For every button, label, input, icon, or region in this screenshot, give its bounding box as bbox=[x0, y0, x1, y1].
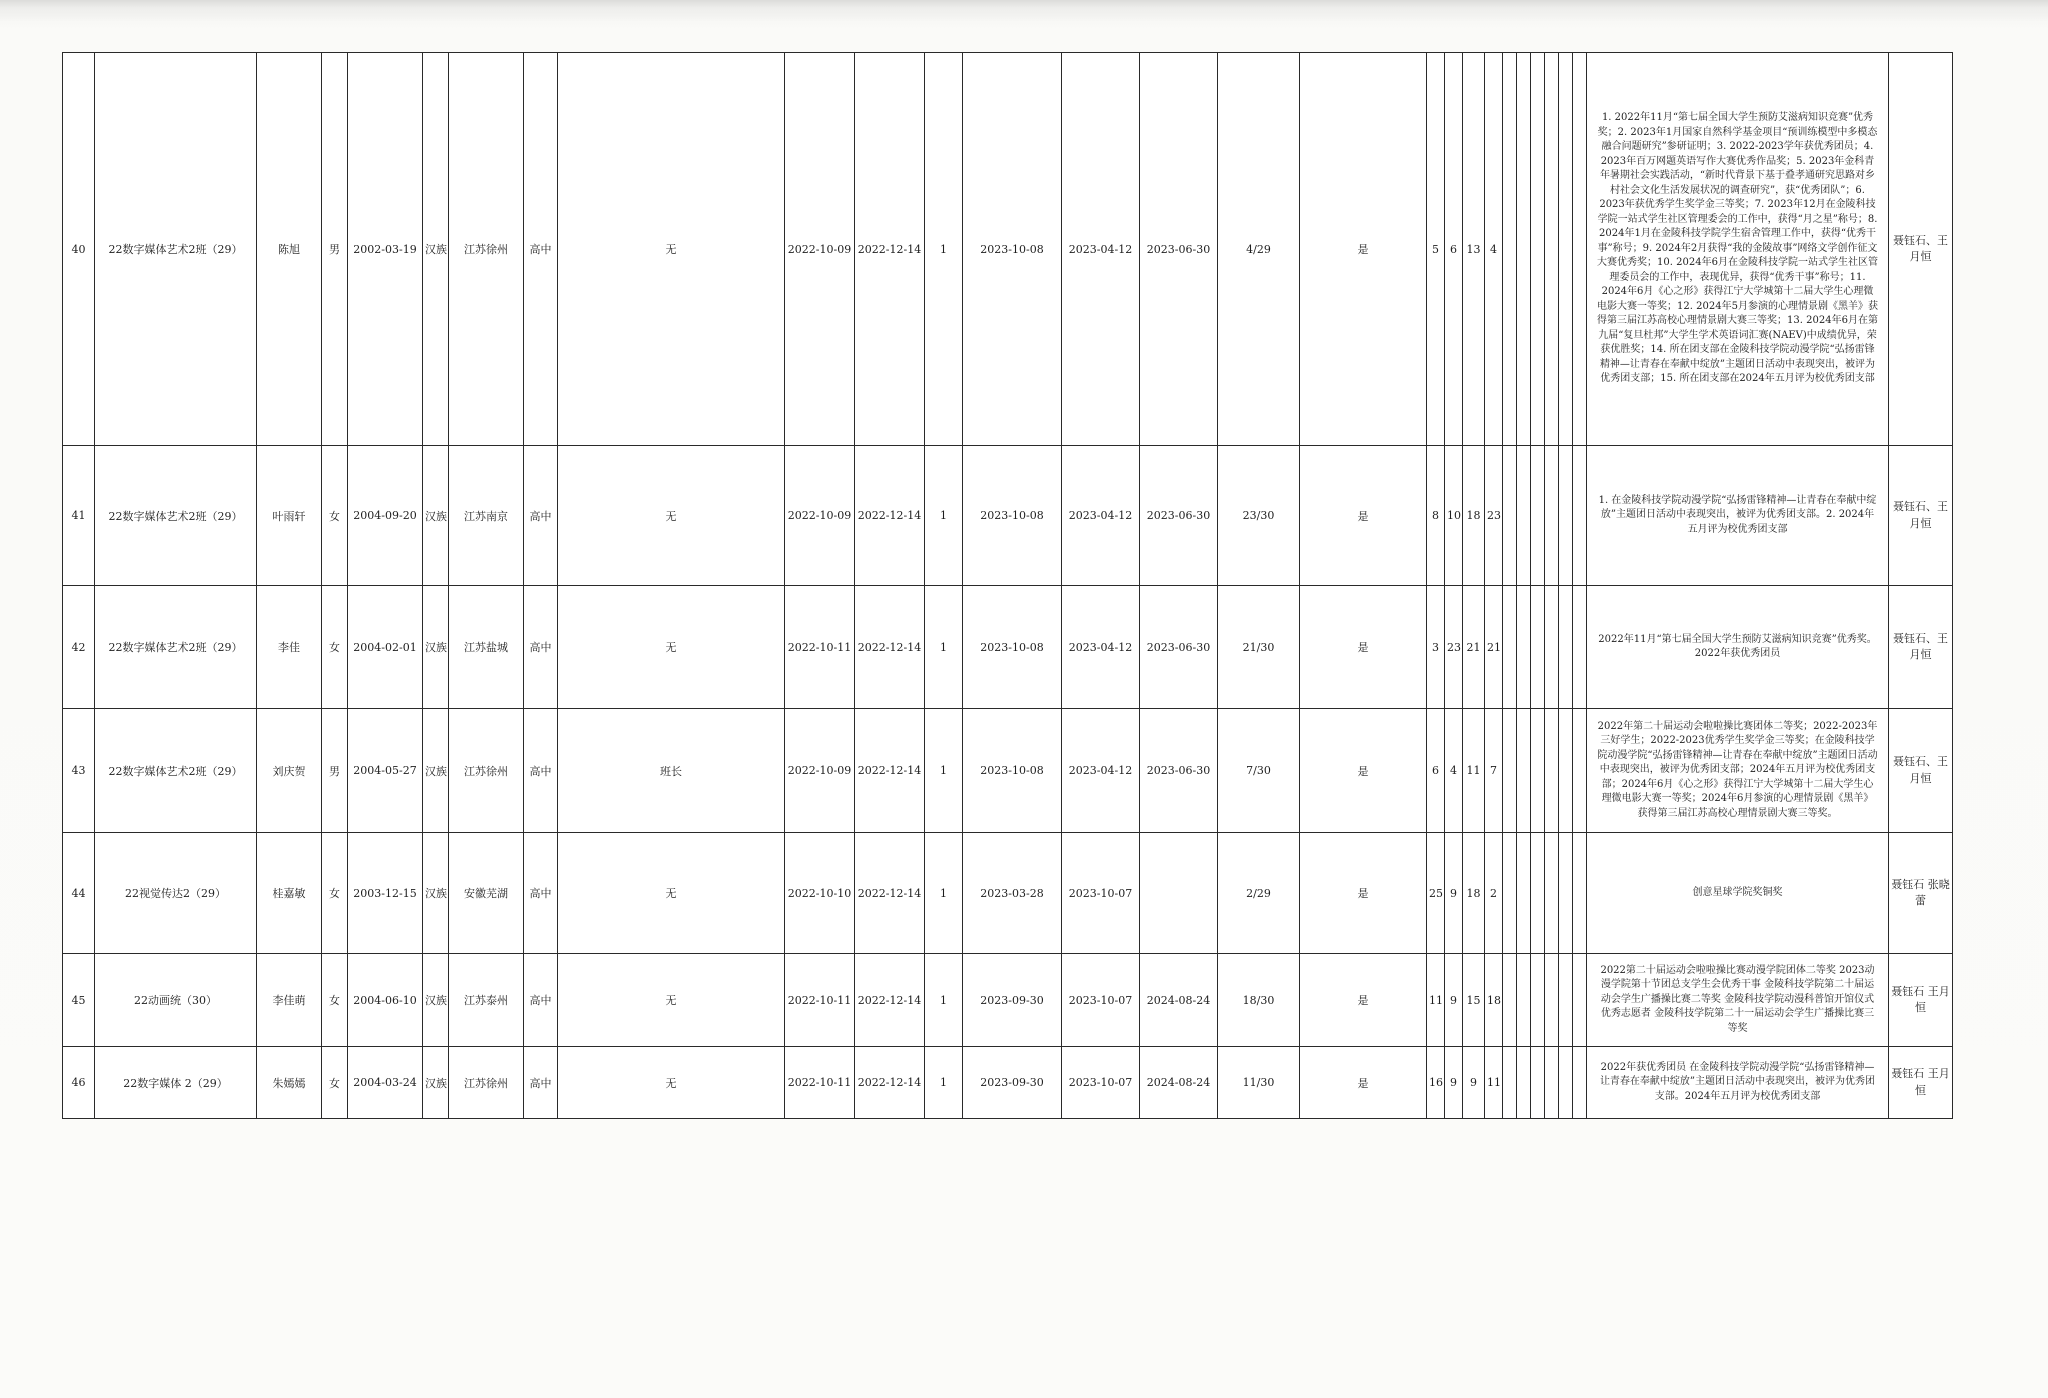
empty-cell bbox=[1517, 833, 1531, 954]
date-a-cell: 2023-03-28 bbox=[963, 833, 1062, 954]
education-cell: 高中 bbox=[524, 833, 558, 954]
course-count-cell: 1 bbox=[925, 586, 963, 709]
row-number: 46 bbox=[63, 1047, 95, 1119]
empty-cell bbox=[1545, 833, 1559, 954]
activist-date-cell: 2022-12-14 bbox=[855, 446, 925, 586]
position-cell: 无 bbox=[558, 446, 785, 586]
activist-date-cell: 2022-12-14 bbox=[855, 53, 925, 446]
score4-cell: 11 bbox=[1485, 1047, 1503, 1119]
birth-date-cell: 2004-06-10 bbox=[348, 954, 423, 1047]
origin-cell: 江苏泰州 bbox=[449, 954, 524, 1047]
honors-cell: 2022年获优秀团员 在金陵科技学院动漫学院“弘扬雷锋精神—让青春在奉献中绽放”主题团日活动中表现突出，被评为优秀团支部。2024年五月评为校优秀团支部 bbox=[1587, 1047, 1889, 1119]
gender-cell: 女 bbox=[322, 446, 348, 586]
empty-cell bbox=[1531, 53, 1545, 446]
class-name-cell: 22数字媒体艺术2班（29） bbox=[95, 586, 257, 709]
course-count-cell: 1 bbox=[925, 1047, 963, 1119]
apply-date-cell: 2022-10-11 bbox=[785, 954, 855, 1047]
birth-date-cell: 2004-03-24 bbox=[348, 1047, 423, 1119]
position-cell: 无 bbox=[558, 53, 785, 446]
activist-date-cell: 2022-12-14 bbox=[855, 833, 925, 954]
score4-cell: 18 bbox=[1485, 954, 1503, 1047]
course-count-cell: 1 bbox=[925, 833, 963, 954]
score2-cell: 10 bbox=[1445, 446, 1463, 586]
honors-cell: 1. 在金陵科技学院动漫学院“弘扬雷锋精神—让青春在奉献中绽放”主题团日活动中表现突出，被评为优秀团支部。2. 2024年五月评为校优秀团支部 bbox=[1587, 446, 1889, 586]
row-number: 41 bbox=[63, 446, 95, 586]
table-body bbox=[63, 53, 1953, 1119]
birth-date-cell: 2003-12-15 bbox=[348, 833, 423, 954]
empty-cell bbox=[1559, 53, 1573, 446]
empty-cell bbox=[1573, 833, 1587, 954]
ethnicity-cell: 汉族 bbox=[423, 954, 449, 1047]
score1-cell: 3 bbox=[1427, 586, 1445, 709]
education-cell: 高中 bbox=[524, 709, 558, 833]
ethnicity-cell: 汉族 bbox=[423, 446, 449, 586]
rank-cell: 4/29 bbox=[1218, 53, 1300, 446]
date-a-cell: 2023-10-08 bbox=[963, 586, 1062, 709]
table-row bbox=[63, 1047, 1953, 1119]
date-c-cell: 2024-08-24 bbox=[1140, 1047, 1218, 1119]
score2-cell: 6 bbox=[1445, 53, 1463, 446]
contacts-cell: 聂钰石、王月恒 bbox=[1889, 709, 1953, 833]
rank-cell: 7/30 bbox=[1218, 709, 1300, 833]
gender-cell: 女 bbox=[322, 954, 348, 1047]
date-b-cell: 2023-04-12 bbox=[1062, 709, 1140, 833]
position-cell: 无 bbox=[558, 586, 785, 709]
empty-cell bbox=[1545, 709, 1559, 833]
table-row bbox=[63, 446, 1953, 586]
score3-cell: 9 bbox=[1463, 1047, 1485, 1119]
empty-cell bbox=[1503, 833, 1517, 954]
pass-cell: 是 bbox=[1300, 833, 1427, 954]
empty-cell bbox=[1517, 446, 1531, 586]
empty-cell bbox=[1559, 954, 1573, 1047]
class-name-cell: 22数字媒体艺术2班（29） bbox=[95, 446, 257, 586]
gender-cell: 男 bbox=[322, 709, 348, 833]
course-count-cell: 1 bbox=[925, 446, 963, 586]
score4-cell: 7 bbox=[1485, 709, 1503, 833]
birth-date-cell: 2004-02-01 bbox=[348, 586, 423, 709]
score4-cell: 23 bbox=[1485, 446, 1503, 586]
empty-cell bbox=[1531, 1047, 1545, 1119]
honors-cell: 2022年11月“第七届全国大学生预防艾滋病知识竞赛”优秀奖。2022年获优秀团员 bbox=[1587, 586, 1889, 709]
score4-cell: 4 bbox=[1485, 53, 1503, 446]
empty-cell bbox=[1573, 1047, 1587, 1119]
date-c-cell: 2023-06-30 bbox=[1140, 53, 1218, 446]
table-row bbox=[63, 954, 1953, 1047]
empty-cell bbox=[1573, 53, 1587, 446]
empty-cell bbox=[1517, 1047, 1531, 1119]
empty-cell bbox=[1545, 954, 1559, 1047]
empty-cell bbox=[1517, 53, 1531, 446]
empty-cell bbox=[1517, 954, 1531, 1047]
honors-cell: 创意星球学院奖铜奖 bbox=[1587, 833, 1889, 954]
course-count-cell: 1 bbox=[925, 53, 963, 446]
origin-cell: 江苏徐州 bbox=[449, 53, 524, 446]
pass-cell: 是 bbox=[1300, 586, 1427, 709]
gender-cell: 女 bbox=[322, 586, 348, 709]
origin-cell: 江苏盐城 bbox=[449, 586, 524, 709]
honors-cell: 2022第二十届运动会啦啦操比赛动漫学院团体二等奖 2023动漫学院第十节团总支学生会优秀干事 金陵科技学院第二十届运动会学生广播操比赛二等奖 金陵科技学院动漫科普馆开馆仪式优秀志愿者 金陵科技学院第二十一届运动会学生广播操比赛三等奖 bbox=[1587, 954, 1889, 1047]
pass-cell: 是 bbox=[1300, 53, 1427, 446]
empty-cell bbox=[1503, 53, 1517, 446]
empty-cell bbox=[1559, 586, 1573, 709]
pass-cell: 是 bbox=[1300, 709, 1427, 833]
origin-cell: 江苏徐州 bbox=[449, 1047, 524, 1119]
score1-cell: 6 bbox=[1427, 709, 1445, 833]
education-cell: 高中 bbox=[524, 586, 558, 709]
apply-date-cell: 2022-10-09 bbox=[785, 709, 855, 833]
score3-cell: 13 bbox=[1463, 53, 1485, 446]
ethnicity-cell: 汉族 bbox=[423, 53, 449, 446]
score1-cell: 11 bbox=[1427, 954, 1445, 1047]
activist-date-cell: 2022-12-14 bbox=[855, 586, 925, 709]
apply-date-cell: 2022-10-09 bbox=[785, 446, 855, 586]
date-c-cell bbox=[1140, 833, 1218, 954]
score2-cell: 4 bbox=[1445, 709, 1463, 833]
education-cell: 高中 bbox=[524, 1047, 558, 1119]
empty-cell bbox=[1559, 446, 1573, 586]
date-b-cell: 2023-04-12 bbox=[1062, 446, 1140, 586]
contacts-cell: 聂钰石 王月恒 bbox=[1889, 954, 1953, 1047]
date-a-cell: 2023-10-08 bbox=[963, 709, 1062, 833]
empty-cell bbox=[1573, 709, 1587, 833]
empty-cell bbox=[1559, 1047, 1573, 1119]
class-name-cell: 22视觉传达2（29） bbox=[95, 833, 257, 954]
birth-date-cell: 2004-05-27 bbox=[348, 709, 423, 833]
score1-cell: 8 bbox=[1427, 446, 1445, 586]
class-name-cell: 22数字媒体艺术2班（29） bbox=[95, 709, 257, 833]
apply-date-cell: 2022-10-09 bbox=[785, 53, 855, 446]
row-number: 45 bbox=[63, 954, 95, 1047]
table-row bbox=[63, 53, 1953, 446]
honors-cell: 2022年第二十届运动会啦啦操比赛团体二等奖；2022-2023年三好学生；2022-2023优秀学生奖学金三等奖；在金陵科技学院动漫学院“弘扬雷锋精神—让青春在奉献中绽放”主题团日活动中表现突出，被评为优秀团支部；2024年五月评为校优秀团支部；2024年6月《心之形》获得江宁大学城第十二届大学生心理微电影大赛一等奖；2024年6月参演的心理情景剧《黑羊》获得第三届江苏高校心理情景剧大赛三等奖。 bbox=[1587, 709, 1889, 833]
empty-cell bbox=[1545, 53, 1559, 446]
position-cell: 无 bbox=[558, 954, 785, 1047]
ethnicity-cell: 汉族 bbox=[423, 1047, 449, 1119]
score2-cell: 9 bbox=[1445, 954, 1463, 1047]
pass-cell: 是 bbox=[1300, 954, 1427, 1047]
score4-cell: 21 bbox=[1485, 586, 1503, 709]
ethnicity-cell: 汉族 bbox=[423, 586, 449, 709]
rank-cell: 18/30 bbox=[1218, 954, 1300, 1047]
empty-cell bbox=[1559, 833, 1573, 954]
empty-cell bbox=[1573, 446, 1587, 586]
score3-cell: 11 bbox=[1463, 709, 1485, 833]
date-b-cell: 2023-10-07 bbox=[1062, 833, 1140, 954]
pass-cell: 是 bbox=[1300, 1047, 1427, 1119]
rank-cell: 11/30 bbox=[1218, 1047, 1300, 1119]
table-row bbox=[63, 833, 1953, 954]
class-name-cell: 22动画统（30） bbox=[95, 954, 257, 1047]
birth-date-cell: 2004-09-20 bbox=[348, 446, 423, 586]
student-name-cell: 刘庆贺 bbox=[257, 709, 322, 833]
empty-cell bbox=[1503, 586, 1517, 709]
contacts-cell: 聂钰石 张晓蕾 bbox=[1889, 833, 1953, 954]
empty-cell bbox=[1517, 709, 1531, 833]
class-name-cell: 22数字媒体艺术2班（29） bbox=[95, 53, 257, 446]
activist-date-cell: 2022-12-14 bbox=[855, 1047, 925, 1119]
activist-date-cell: 2022-12-14 bbox=[855, 954, 925, 1047]
empty-cell bbox=[1531, 586, 1545, 709]
rank-cell: 2/29 bbox=[1218, 833, 1300, 954]
honors-cell: 1. 2022年11月“第七届全国大学生预防艾滋病知识竞赛”优秀奖；2. 2023年1月国家自然科学基金项目“预训练模型中多模态融合问题研究”参研证明；3. 2022-2023学年获优秀团员；4. 2023年百万网题英语写作大赛优秀作品奖；5. 2023年金科青年暑期社会实践活动，“新时代背景下基于叠孝通研究思路对乡村社会文化生活发展状况的调查研究”，获“优秀团队”；6. 2023年获优秀学生奖学金三等奖；7. 2023年12月在金陵科技学院一站式学生社区管理委会的工作中，获得“月之星”称号；8. 2024年1月在金陵科技学院学生宿舍管理工作中，获得“优秀干事”称号；9. 2024年2月获得“我的金陵故事”网络文学创作征文大赛优秀奖；10. 2024年6月在金陵科技学院一站式学生社区管理委员会的工作中，表现优异，获得“优秀干事”称号；11. 2024年6月《心之形》获得江宁大学城第十二届大学生心理微电影大赛一等奖；12. 2024年5月参演的心理情景剧《黑羊》获得第三届江苏高校心理情景剧大赛三等奖；13. 2024年6月在第九届“复旦杜邦”大学生学术英语词汇赛(NAEV)中成绩优异，荣获优胜奖；14. 所在团支部在金陵科技学院动漫学院“弘扬雷锋精神—让青春在奉献中绽放”主题团日活动中表现突出，被评为优秀团支部；15. 所在团支部在2024年五月评为校优秀团支部 bbox=[1587, 53, 1889, 446]
student-name-cell: 叶雨轩 bbox=[257, 446, 322, 586]
row-number: 40 bbox=[63, 53, 95, 446]
origin-cell: 江苏徐州 bbox=[449, 709, 524, 833]
pass-cell: 是 bbox=[1300, 446, 1427, 586]
date-c-cell: 2023-06-30 bbox=[1140, 446, 1218, 586]
table-row bbox=[63, 586, 1953, 709]
apply-date-cell: 2022-10-11 bbox=[785, 586, 855, 709]
student-name-cell: 李佳 bbox=[257, 586, 322, 709]
date-a-cell: 2023-10-08 bbox=[963, 53, 1062, 446]
empty-cell bbox=[1545, 1047, 1559, 1119]
empty-cell bbox=[1559, 709, 1573, 833]
date-a-cell: 2023-09-30 bbox=[963, 1047, 1062, 1119]
empty-cell bbox=[1503, 446, 1517, 586]
ethnicity-cell: 汉族 bbox=[423, 709, 449, 833]
row-number: 42 bbox=[63, 586, 95, 709]
position-cell: 无 bbox=[558, 1047, 785, 1119]
student-name-cell: 陈旭 bbox=[257, 53, 322, 446]
empty-cell bbox=[1545, 586, 1559, 709]
empty-cell bbox=[1573, 586, 1587, 709]
date-c-cell: 2023-06-30 bbox=[1140, 709, 1218, 833]
score4-cell: 2 bbox=[1485, 833, 1503, 954]
score1-cell: 16 bbox=[1427, 1047, 1445, 1119]
empty-cell bbox=[1503, 709, 1517, 833]
contacts-cell: 聂钰石、王月恒 bbox=[1889, 53, 1953, 446]
position-cell: 班长 bbox=[558, 709, 785, 833]
empty-cell bbox=[1517, 586, 1531, 709]
student-name-cell: 李佳萌 bbox=[257, 954, 322, 1047]
date-b-cell: 2023-10-07 bbox=[1062, 1047, 1140, 1119]
score2-cell: 9 bbox=[1445, 833, 1463, 954]
score1-cell: 5 bbox=[1427, 53, 1445, 446]
empty-cell bbox=[1573, 954, 1587, 1047]
origin-cell: 江苏南京 bbox=[449, 446, 524, 586]
empty-cell bbox=[1531, 954, 1545, 1047]
date-a-cell: 2023-10-08 bbox=[963, 446, 1062, 586]
empty-cell bbox=[1531, 833, 1545, 954]
date-c-cell: 2024-08-24 bbox=[1140, 954, 1218, 1047]
empty-cell bbox=[1503, 1047, 1517, 1119]
contacts-cell: 聂钰石、王月恒 bbox=[1889, 446, 1953, 586]
gender-cell: 男 bbox=[322, 53, 348, 446]
apply-date-cell: 2022-10-10 bbox=[785, 833, 855, 954]
date-b-cell: 2023-04-12 bbox=[1062, 586, 1140, 709]
student-name-cell: 朱嫣嫣 bbox=[257, 1047, 322, 1119]
row-number: 43 bbox=[63, 709, 95, 833]
score2-cell: 9 bbox=[1445, 1047, 1463, 1119]
ethnicity-cell: 汉族 bbox=[423, 833, 449, 954]
date-b-cell: 2023-04-12 bbox=[1062, 53, 1140, 446]
position-cell: 无 bbox=[558, 833, 785, 954]
course-count-cell: 1 bbox=[925, 709, 963, 833]
education-cell: 高中 bbox=[524, 53, 558, 446]
rank-cell: 21/30 bbox=[1218, 586, 1300, 709]
score3-cell: 21 bbox=[1463, 586, 1485, 709]
candidate-table bbox=[62, 52, 1953, 1119]
empty-cell bbox=[1545, 446, 1559, 586]
rank-cell: 23/30 bbox=[1218, 446, 1300, 586]
empty-cell bbox=[1531, 446, 1545, 586]
origin-cell: 安徽芜湖 bbox=[449, 833, 524, 954]
apply-date-cell: 2022-10-11 bbox=[785, 1047, 855, 1119]
empty-cell bbox=[1531, 709, 1545, 833]
date-b-cell: 2023-10-07 bbox=[1062, 954, 1140, 1047]
contacts-cell: 聂钰石 王月恒 bbox=[1889, 1047, 1953, 1119]
score2-cell: 23 bbox=[1445, 586, 1463, 709]
birth-date-cell: 2002-03-19 bbox=[348, 53, 423, 446]
student-name-cell: 桂嘉敏 bbox=[257, 833, 322, 954]
scan-edge-shadow bbox=[0, 0, 2048, 22]
education-cell: 高中 bbox=[524, 954, 558, 1047]
score3-cell: 15 bbox=[1463, 954, 1485, 1047]
score1-cell: 25 bbox=[1427, 833, 1445, 954]
contacts-cell: 聂钰石、王月恒 bbox=[1889, 586, 1953, 709]
date-c-cell: 2023-06-30 bbox=[1140, 586, 1218, 709]
education-cell: 高中 bbox=[524, 446, 558, 586]
course-count-cell: 1 bbox=[925, 954, 963, 1047]
date-a-cell: 2023-09-30 bbox=[963, 954, 1062, 1047]
score3-cell: 18 bbox=[1463, 833, 1485, 954]
activist-date-cell: 2022-12-14 bbox=[855, 709, 925, 833]
table-row bbox=[63, 709, 1953, 833]
empty-cell bbox=[1503, 954, 1517, 1047]
gender-cell: 女 bbox=[322, 833, 348, 954]
score3-cell: 18 bbox=[1463, 446, 1485, 586]
gender-cell: 女 bbox=[322, 1047, 348, 1119]
row-number: 44 bbox=[63, 833, 95, 954]
class-name-cell: 22数字媒体 2（29） bbox=[95, 1047, 257, 1119]
